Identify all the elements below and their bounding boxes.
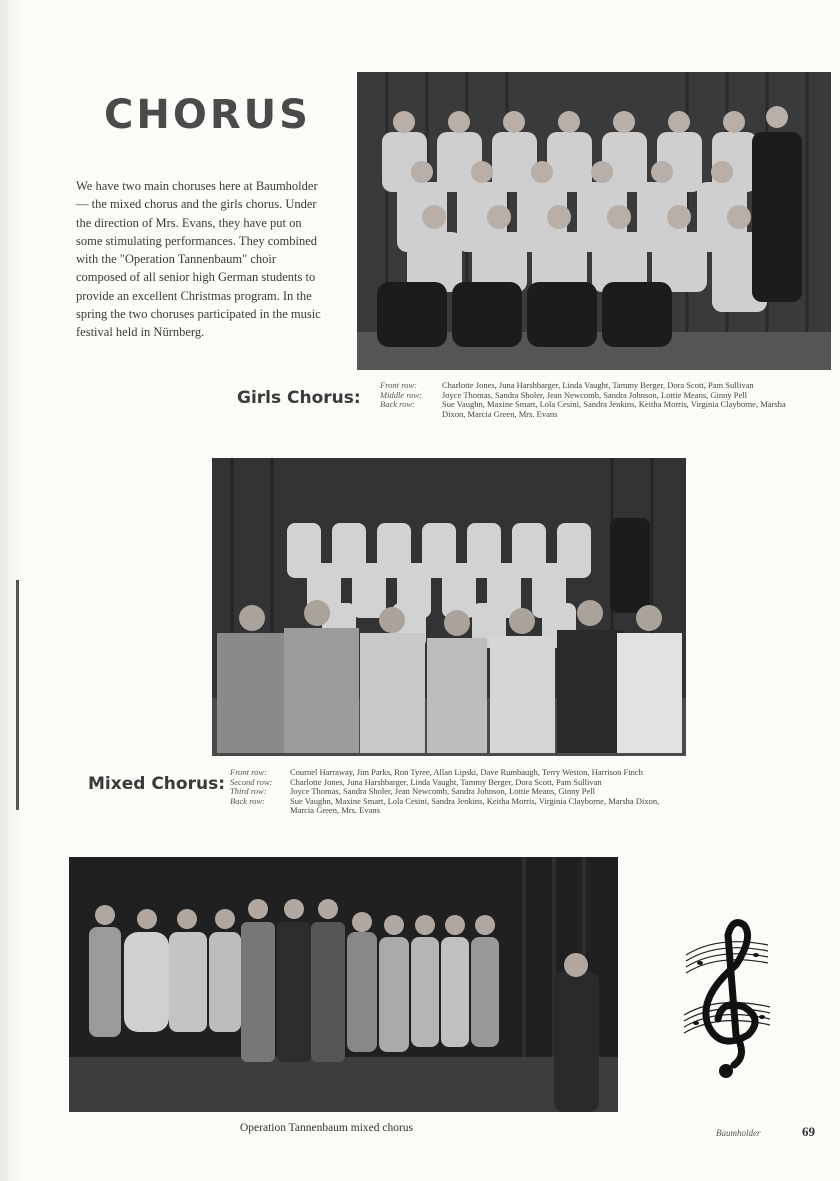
- girls-chorus-credits: [380, 381, 808, 419]
- mixed-chorus-photo: [212, 458, 686, 756]
- folio-label: Baumholder: [716, 1128, 761, 1138]
- row-label: Middle row:: [380, 389, 422, 400]
- row-names: Charlotte Jones, Juna Harshbarger, Linda Vaught, Tammy Berger, Dora Scott, Pam Sullivan: [290, 776, 602, 787]
- girls-chorus-label: Girls Chorus:: [237, 388, 361, 408]
- row-names: Sue Vaughn, Maxine Smart, Lola Cesini, Sandra Jenkins, Keitha Morris, Virginia Clayborne, Marsha Dixon, Marcia Green, Mrs. Evans: [442, 399, 786, 419]
- photo-caption: Operation Tannenbaum mixed chorus: [240, 1122, 414, 1134]
- credit-row: [230, 797, 660, 816]
- page-title: CHORUS: [104, 92, 311, 138]
- row-label: Back row:: [230, 795, 265, 806]
- girls-chorus-photo: [357, 72, 831, 370]
- row-label: Second row:: [230, 776, 273, 787]
- row-label: Third row:: [230, 786, 267, 796]
- row-names: Joyce Thomas, Sandra Sholer, Jean Newcomb, Sandra Johnson, Lottie Means, Ginny Pell: [442, 389, 747, 400]
- page-number: 69: [802, 1124, 815, 1139]
- row-names: Cournel Harraway, Jim Parks, Ron Tyree, Allan Lipski, Dave Rumbaugh, Terry Weston, Harrison Finch: [290, 767, 643, 777]
- binding-mark: [16, 580, 19, 810]
- credit-row: [380, 400, 808, 419]
- intro-paragraph: We have two main choruses here at Baumholder — the mixed chorus and the girls chorus. Under the direction of Mrs. Evans, they have put on some stimulating performances. They combined with the "Operation Tannenbaum" choir composed of all senior high German students to provide an excellent Christmas program. In the spring the two choruses participated in the music festival held in Nürnberg.: [76, 179, 321, 340]
- operation-tannenbaum-photo: [69, 857, 618, 1112]
- treble-clef-icon: [678, 915, 774, 1085]
- row-names: Joyce Thomas, Sandra Sholer, Jean Newcomb, Sandra Johnson, Lottie Means, Ginny Pell: [290, 786, 595, 796]
- row-names: Charlotte Jones, Juna Harshbarger, Linda Vaught, Tammy Berger, Dora Scott, Pam Sullivan: [442, 380, 754, 390]
- row-label: Front row:: [230, 767, 267, 777]
- mixed-chorus-label: Mixed Chorus:: [88, 774, 225, 794]
- row-label: Back row:: [380, 399, 415, 409]
- row-label: Front row:: [380, 380, 417, 390]
- row-names: Sue Vaughn, Maxine Smart, Lola Cesini, Sandra Jenkins, Keitha Morris, Virginia Clayborne, Marsha Dixon, Marcia Green, Mrs. Evans: [290, 795, 660, 815]
- mixed-chorus-credits: [230, 768, 660, 816]
